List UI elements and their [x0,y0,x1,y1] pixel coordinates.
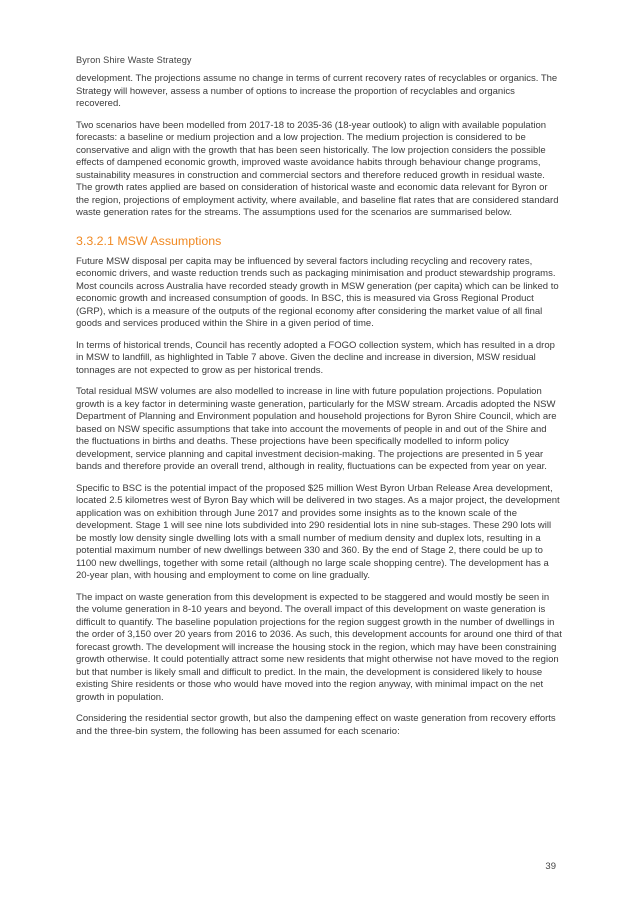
body-paragraph: Future MSW disposal per capita may be influenced by several factors including recycling and recovery rates, economic drivers, and waste reduction trends such as packaging minimisation and product stewardship programs. Most councils across Australia have recorded steady growth in MSW generation (per capita) which can be linked to economic growth and increased consumption of goods. In BSC, this is measured via Gross Regional Product (GRP), which is a measure of the outputs of the regional economy after considering the market value of all final goods and services produced within the Shire in a given period of time. [76,255,559,329]
body-paragraph: In terms of historical trends, Council has recently adopted a FOGO collection system, which has resulted in a drop in MSW to landfill, as highlighted in Table 7 above. Given the decline and increase in diversion, MSW residual tonnages are not expected to grow as per historical trends. [76,339,555,376]
body-paragraph: Total residual MSW volumes are also modelled to increase in line with future population projections. Population growth is a key factor in determining waste generation, particularly for the MSW stream. Arcadis adopted the NSW Department of Planning and Environment population and household projections for Byron Shire Council, which are based on NSW specific assumptions that take into account the movements of people in and out of the Shire and the fluctuations in births and deaths. These projections have been specifically modelled to inform policy development, service planning and capital investment decision-making. The projections are presented in 5 year bands and therefore provide an overall trend, although in reality, fluctuations can be expected from year on year. [76,386,557,472]
page-content [76,73,562,747]
running-header: Byron Shire Waste Strategy [76,55,192,65]
body-paragraph: The impact on waste generation from this development is expected to be staggered and would mostly be seen in the volume generation in 8-10 years and beyond. The overall impact of this development on waste generation is difficult to quantify. The baseline population projections for the region suggest growth in the number of dwellings in the order of 3,150 over 20 years from 2016 to 2036. As such, this development accounts for around one third of that forecast growth. The development will increase the housing stock in the region, which may have been constraining growth otherwise. It could potentially attract some new residents that might otherwise not have moved to the region but that number is likely small and difficult to predict. In the main, the development is considered likely to house existing Shire residents or those who would have moved into the region anyway, with minimal impact on the net growth in population. [76,591,562,703]
page-number: 39 [545,861,556,872]
body-paragraph: Two scenarios have been modelled from 2017-18 to 2035-36 (18-year outlook) to align with available population forecasts: a baseline or medium projection and a low projection. The medium projection is considered to be conservative and align with the growth that has been seen historically. The low projection considers the possible effects of dampened economic growth, improved waste avoidance habits through behaviour change programs, sustainability measures in construction and commercial sectors and therefore reduced growth in residual waste. The growth rates applied are based on consideration of historical waste and economic data relevant for Byron or the region, projections of employment activity, where available, and baseline flat rates that are considered standard waste generation rates for the streams. The assumptions used for the scenarios are summarised below. [76,119,559,218]
body-paragraph: development. The projections assume no change in terms of current recovery rates of recyclables or organics. The Strategy will however, assess a number of options to increase the proportion of recyclables and organics recovered. [76,73,558,109]
body-paragraph: Considering the residential sector growth, but also the dampening effect on waste generation from recovery efforts and the three-bin system, the following has been assumed for each scenario: [76,713,556,737]
section-heading: 3.3.2.1 MSW Assumptions [76,233,222,248]
body-paragraph: Specific to BSC is the potential impact of the proposed $25 million West Byron Urban Release Area development, located 2.5 kilometres west of Byron Bay which will be delivered in two stages. As a major project, the development application was on exhibition through June 2017 and provides some insights as to the known scale of the development. Stage 1 will see nine lots subdivided into 290 residential lots in nine sub-stages. These 290 lots will be mostly low density single dwelling lots with a small number of medium density and duplex lots, resulting in a potential maximum number of new dwellings between 330 and 360. By the end of Stage 2, there could be up to 1100 new dwellings, together with some retail (although no large scale shopping centre). The development has a 20-year plan, with housing and employment to come on line gradually. [76,482,560,581]
